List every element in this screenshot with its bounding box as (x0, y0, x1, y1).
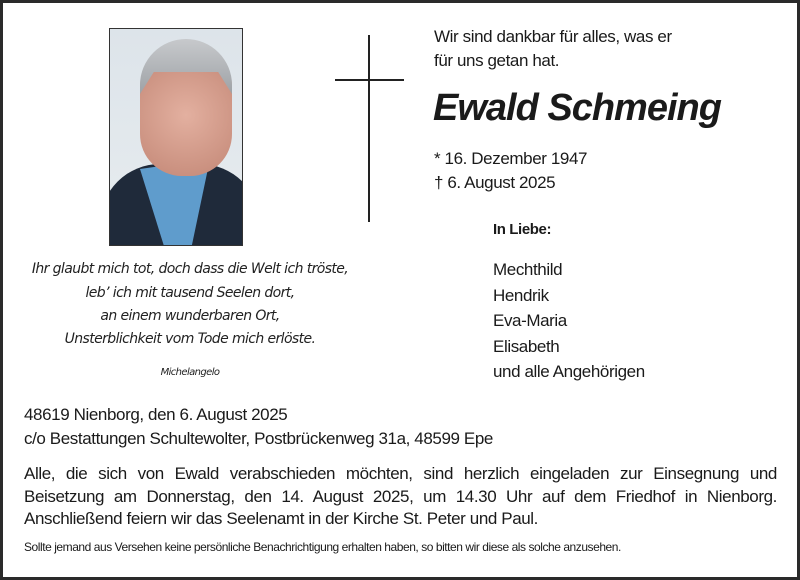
mourner-name: Hendrik (493, 286, 549, 305)
mourners-heading: In Liebe: (493, 221, 552, 238)
cross-icon-bar (335, 79, 404, 81)
footnote: Sollte jemand aus Versehen keine persönliche Benachrichtigung erhalten haben, so bitten wir diese als solche anzusehen. (24, 540, 621, 554)
announcement-line: Alle, die sich von Ewald verabschieden möchten, sind herzlich eingeladen zur Einsegnung und (24, 464, 777, 483)
poem-line: Unsterblichkeit vom Tode mich erlöste. (64, 331, 316, 347)
cross-icon (368, 35, 370, 222)
poem-line: an einem wunderbaren Ort, (100, 308, 280, 324)
announcement-line: Anschließend feiern wir das Seelenamt in der Kirche St. Peter und Paul. (24, 509, 538, 528)
announcement (24, 463, 777, 531)
mourner-name: Elisabeth (493, 337, 560, 356)
quote-line: für uns getan hat. (434, 51, 560, 70)
mourner-name: Eva-Maria (493, 311, 567, 330)
deceased-name: Ewald Schmeing (433, 87, 721, 129)
quote-line: Wir sind dankbar für alles, was er (434, 27, 672, 46)
mourner-name: und alle Angehörigen (493, 362, 645, 381)
address-line: 48619 Nienborg, den 6. August 2025 (24, 405, 288, 424)
announcement-line: Beisetzung am Donnerstag, den 14. August 2025, um 14.30 Uhr auf dem Friedhof in Nienborg. (24, 486, 777, 506)
poem-line: leb’ ich mit tausend Seelen dort, (85, 285, 295, 301)
portrait-photo (109, 28, 243, 246)
mourner-name: Mechthild (493, 260, 563, 279)
death-date: † 6. August 2025 (434, 173, 556, 192)
address-line: c/o Bestattungen Schultewolter, Postbrückenweg 31a, 48599 Epe (24, 429, 493, 448)
birth-date: * 16. Dezember 1947 (434, 149, 588, 168)
poem-line: Ihr glaubt mich tot, doch dass die Welt ich tröste, (31, 261, 349, 277)
poem-author: Michelangelo (160, 367, 220, 378)
